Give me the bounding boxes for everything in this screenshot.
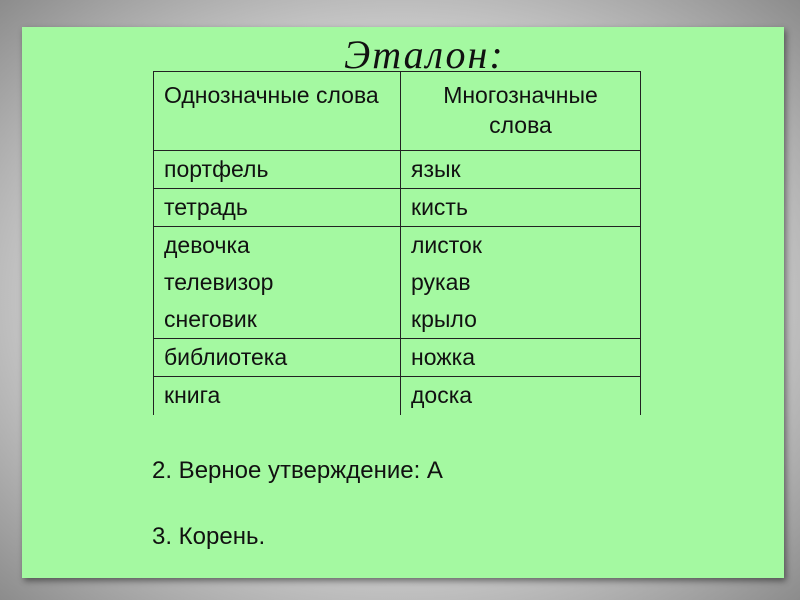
- header-single-meaning: Однозначные слова: [154, 72, 401, 151]
- multi-word: язык: [411, 156, 461, 182]
- table-row: [154, 227, 641, 339]
- single-word-cell: [154, 227, 401, 339]
- multi-word: рукав: [411, 269, 471, 295]
- multi-word: крыло: [411, 306, 477, 332]
- single-word-cell: [154, 339, 401, 377]
- multi-word: кисть: [411, 194, 468, 220]
- table-header-row: [154, 72, 641, 151]
- multi-word-cell: [401, 227, 641, 339]
- single-word: портфель: [164, 156, 269, 182]
- multi-word: доска: [411, 382, 473, 408]
- single-word-cell: [154, 151, 401, 189]
- multi-word: листок: [411, 232, 482, 258]
- table-row: [154, 339, 641, 377]
- table-row: [154, 151, 641, 189]
- multi-word-cell: [401, 339, 641, 377]
- single-word: тетрадь: [164, 194, 248, 220]
- multi-word-cell: [401, 377, 641, 416]
- single-word: библиотека: [164, 344, 288, 370]
- single-word: книга: [164, 382, 221, 408]
- multi-word-cell: [401, 151, 641, 189]
- table-row: [154, 377, 641, 416]
- answer-2-text: 2. Верное утверждение: А: [152, 457, 443, 484]
- single-word: девочка: [164, 232, 250, 258]
- words-table: [153, 71, 641, 415]
- single-word-cell: [154, 189, 401, 227]
- single-word-cell: [154, 377, 401, 416]
- table-row: [154, 189, 641, 227]
- single-word: телевизор: [164, 269, 274, 295]
- single-word: снеговик: [164, 306, 257, 332]
- header-multi-meaning: Многозначные слова: [401, 72, 641, 151]
- slide-title: Эталон:: [344, 32, 505, 77]
- slide: [22, 27, 784, 578]
- multi-word: ножка: [411, 344, 475, 370]
- multi-word-cell: [401, 189, 641, 227]
- answer-3-text: 3. Корень.: [152, 523, 266, 550]
